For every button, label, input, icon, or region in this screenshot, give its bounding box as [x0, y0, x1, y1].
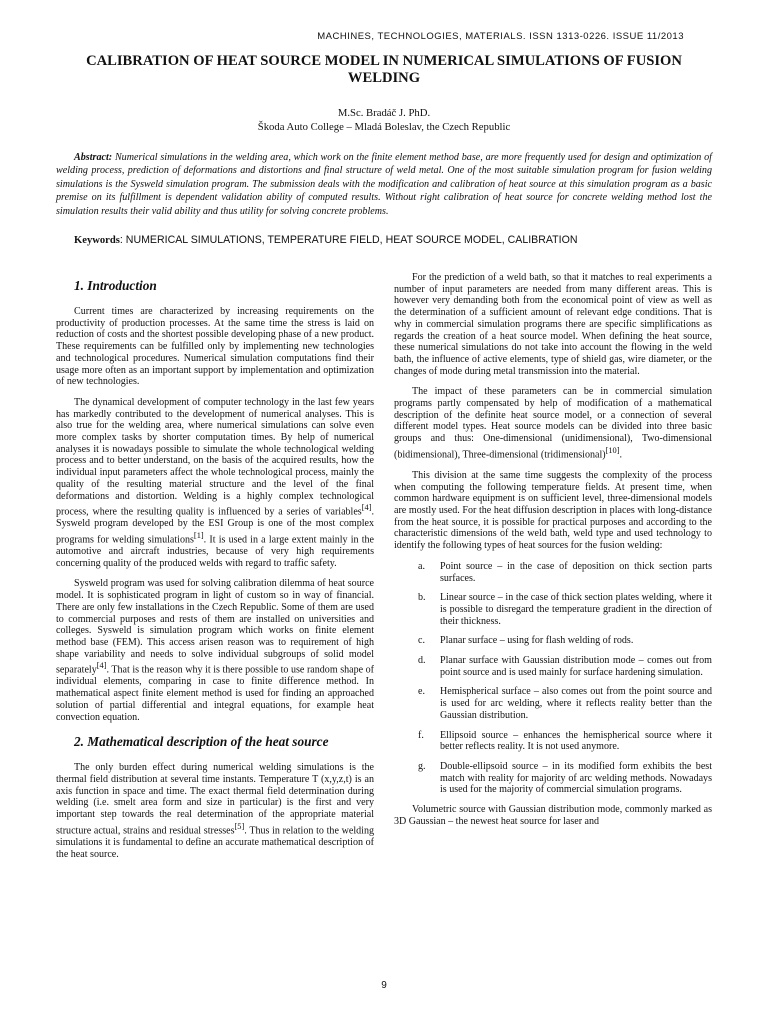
paragraph: Current times are characterized by increasing requirements on the productivity of production processes. At the same time the stress is laid on reduction of costs and the shortest possible developing phase of a new product. These requirements can be fulfilled only by implementing new technologies and technological procedures. Numerical simulation computations find their usage more often as an important support by implementation and optimization of new technologies.: [56, 306, 374, 388]
paper-title: CALIBRATION OF HEAT SOURCE MODEL IN NUMERICAL SIMULATIONS OF FUSION WELDING: [86, 53, 682, 86]
citation: [1]: [193, 531, 204, 540]
author-affiliation: Škoda Auto College – Mladá Boleslav, the Czech Republic: [257, 120, 511, 133]
citation: [10]: [605, 445, 620, 455]
citation: [5]: [234, 821, 245, 831]
right-column: [394, 272, 712, 836]
abstract-label: Abstract:: [74, 152, 113, 163]
page-number: 9: [381, 980, 387, 991]
paragraph: This division at the same time suggests the complexity of the process when computing the following temperature fields. At present time, when common hardware equipment is on sufficient level, three-dimensional models are mostly used. For the heat diffusion description in places with long-distance from the heat source, it is possible for practical purposes and according to the characteristic dimensions of the weld bath, weld type and used technology to identify the following types of heat sources for the fusion welding:: [394, 469, 712, 552]
section-heading-heat-source: 2. Mathematical description of the heat source: [74, 734, 329, 750]
list-item: f. Ellipsoid source – enhances the hemispherical source where it better reflects reality. It is not used anymore.: [418, 729, 712, 753]
section-heading-introduction: 1. Introduction: [74, 278, 157, 293]
list-item: a. Point source – in the case of deposition on thick section parts surfaces.: [418, 560, 712, 584]
list-item: d. Planar surface with Gaussian distribution mode – comes out from point source and is used mainly for surface hardening simulation.: [418, 655, 712, 678]
author-block: [56, 107, 712, 134]
left-column: [56, 267, 374, 869]
paragraph: The impact of these parameters can be in commercial simulation programs partly compensated by help of modification of a mathematical description of the definite heat source model, or a connection of several different model types. Heat source models can be divided into three basic groups and thus: One-dimensional (unidimensional), Two-dimensional (bidimensional), Three-dimensional (tridimensional)[10].: [394, 386, 712, 461]
keywords-label: Keywords: [74, 235, 120, 246]
journal-header: MACHINES, TECHNOLOGIES, MATERIALS. ISSN 1313-0226. ISSUE 11/2013: [317, 31, 684, 42]
abstract-text: Numerical simulations in the welding area, which work on the finite element method base, are more frequently used for design and optimization of welding process, prediction of deformations and distortions and final structure of weld metal. One of the most suitable simulation program for fusion welding simulations is the Sysweld simulation program. The submission deals with the modification and calibration of heat source at this simulation program as a basic premise on its fulfillment is dependent validation ability of computed results. Without right calibration of heat source for concrete welding method lost the simulation results their valid ability and thus utility for solving concrete problems.: [56, 152, 712, 217]
paragraph: Sysweld program was used for solving calibration dilemma of heat source model. It is sophisticated program in light of custom so in way of financial. There are only few installations in the Czech Republic. Some of them are used to commercial purposes and rests of them are installed on universities and colleges. Sysweld is simulation program which works on finite element method base (FEM). This access arisen reason was to requirement of high shape variability and needs to solve individual subgroups of solid model separately[4]. That is the reason why it is there possible to use random shape of individual elements, comparing in case to finite difference method. In mathematical aspect finite element method is used for finding an approached solution of partial differential and integral equations, for example heat convection equation.: [56, 578, 374, 723]
paragraph: Volumetric source with Gaussian distribution mode, commonly marked as 3D Gaussian – the newest heat source for laser and: [394, 804, 712, 827]
abstract: [56, 151, 712, 218]
keywords-text: : NUMERICAL SIMULATIONS, TEMPERATURE FIELD, HEAT SOURCE MODEL, CALIBRATION: [119, 234, 578, 246]
list-item: b. Linear source – in the case of thick section plates welding, where it is possible to disregard the temperature gradient in the direction of their thickness.: [418, 592, 712, 627]
author-name: M.Sc. Bradáč J. PhD.: [337, 107, 431, 119]
keywords: [74, 234, 714, 246]
citation: [4]: [96, 661, 107, 671]
paragraph: The dynamical development of computer technology in the last few years has markedly contributed to the development of numerical analyses. This is also true for the welding area, where numerical simulations can solve even more complex tasks by shorter computation times. By help of numerical analyses it is nowadays possible to simulate the whole technological welding process and to better understand, on the basis of the acquired results, how the individual input parameters affect the whole technological process, mainly the quality of the resulting material structure and the level of the final deformations and distortion. Welding is a highly complex technological process, where the resulting quality is influenced by a series of variables[4]. Sysweld program developed by the ESI Group is one of the most complex programs for welding simulations[1]. It is used in a large extent mainly in the automotive and aircraft industries, because of very high requirements concerning quality of the produced welds with regard to traffic safety.: [56, 396, 374, 569]
citation: [4]: [361, 503, 372, 513]
list-item: g. Double-ellipsoid source – in its modified form exhibits the best match with reality for majority of arc welding methods. Nowadays is used for the majority of commercial simulation programs.: [418, 760, 712, 796]
list-item: e. Hemispherical surface – also comes out from the point source and is used for arc welding, where it reflects reality better than the Gaussian distribution.: [418, 686, 712, 721]
paragraph: The only burden effect during numerical welding simulations is the thermal field distribution at several time instants. Temperature T (x,y,z,t) is an axis function in space and time. The exact thermal field determination during welding (i.e. smelt area form and size in particular) is the first and very important step towards the real determination of the appropriate material structure actual, strains and residual stresses[5]. Thus in relation to the welding simulations it is fundamental to define an accurate mathematical description of the heat source.: [56, 762, 374, 860]
heat-source-list: [394, 561, 712, 796]
list-item: c. Planar surface – using for flash welding of rods.: [418, 635, 634, 647]
paragraph: For the prediction of a weld bath, so that it matches to real experiments a number of input parameters are needed from many different areas. This is however very demanding both from the economical point of view as well as the determination of a sufficient amount of relevant edge conditions. That is why in commercial simulation programs there are specific simplifications as regards the creation of a heat source model. When defining the heat source, these numerical simulations do not take into account the flowing in the weld bath, the influence of active elements, type of shield gas, wire diameter, or the changes of mode during metal transmission into the material.: [394, 272, 712, 377]
